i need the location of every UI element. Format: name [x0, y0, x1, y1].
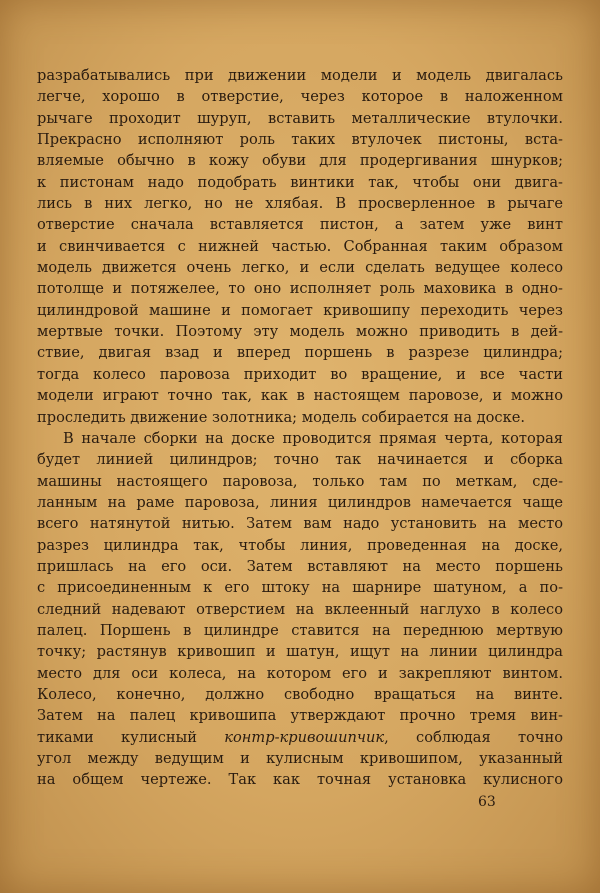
text-line: всего натянутой нитью. Затем вам надо установить на место: [37, 515, 563, 533]
text-line: с присоединенным к его штоку на шарнире шатуном, а по-: [37, 579, 563, 597]
text-line: на общем чертеже. Так как точная установка кулисного: [37, 771, 563, 789]
text-line: модели играют точно так, как в настоящем паровозе, и можно: [37, 387, 563, 405]
text-line: В начале сборки на доске проводится прямая черта, которая: [63, 429, 563, 447]
italic-term: контр-кривошипчик: [224, 728, 385, 746]
text-line: отверстие сначала вставляется пистон, а затем уже винт: [37, 216, 563, 234]
text-line: тогда колесо паровоза приходит во вращение, и все части: [37, 365, 563, 383]
paragraph-2: [37, 428, 563, 791]
text-line: следний надевают отверстием на вклеенный наглухо в колесо: [37, 600, 563, 618]
text-line: разрабатывались при движении модели и модель двигалась: [37, 67, 563, 84]
text-line: к пистонам надо подобрать винтики так, чтобы они двига-: [37, 173, 563, 191]
text-line: цилиндровой машине и помогает кривошипу переходить через: [37, 301, 563, 319]
text-line: рычаге проходит шуруп, вставить металлические втулочки.: [37, 109, 563, 127]
text-line: потолще и потяжелее, то оно исполняет роль маховика в одно-: [37, 280, 563, 298]
text-line: пришлась на его оси. Затем вставляют на место поршень: [37, 557, 563, 575]
text-line: тиками кулисный контр-кривошипчик, соблюдая точно: [37, 728, 563, 746]
text-line: проследить движение золотника; модель собирается на доске.: [37, 408, 525, 426]
text-line: палец. Поршень в цилиндре ставится на переднюю мертвую: [37, 621, 563, 639]
text-line: лись в них легко, но не хлябая. В просверленное в рычаге: [37, 195, 563, 213]
text-line: угол между ведущим и кулисным кривошипом, указанный: [37, 750, 563, 767]
text-line: ланным на раме паровоза, линия цилиндров намечается чаще: [37, 493, 563, 511]
text-line: Затем на палец кривошипа утверждают прочно тремя вин-: [37, 707, 563, 725]
page-number: 63: [478, 794, 496, 810]
text-line: Колесо, конечно, должно свободно вращаться на винте.: [37, 685, 563, 703]
text-line: вляемые обычно в кожу обуви для продергивания шнурков;: [37, 152, 563, 170]
paragraph-1: [37, 65, 563, 428]
text-line: мертвые точки. Поэтому эту модель можно приводить в дей-: [37, 323, 563, 341]
text-line: Прекрасно исполняют роль таких втулочек пистоны, вста-: [37, 131, 563, 149]
text-line: и свинчивается с нижней частью. Собранная таким образом: [37, 237, 563, 255]
text-line: будет линией цилиндров; точно так начинается и сборка: [37, 451, 563, 469]
body-text: [37, 65, 563, 791]
text-line: разрез цилиндра так, чтобы линия, проведенная на доске,: [37, 536, 563, 554]
text-line: точку; растянув кривошип и шатун, ищут на линии цилиндра: [37, 643, 563, 661]
text-line: место для оси колеса, на котором его и закрепляют винтом.: [37, 664, 563, 682]
text-line: легче, хорошо в отверстие, через которое в наложенном: [37, 88, 563, 106]
text-line: модель движется очень легко, и если сделать ведущее колесо: [37, 259, 563, 277]
text-line: ствие, двигая взад и вперед поршень в разрезе цилиндра;: [37, 344, 563, 362]
text-line: машины настоящего паровоза, только там по меткам, сде-: [37, 472, 563, 490]
